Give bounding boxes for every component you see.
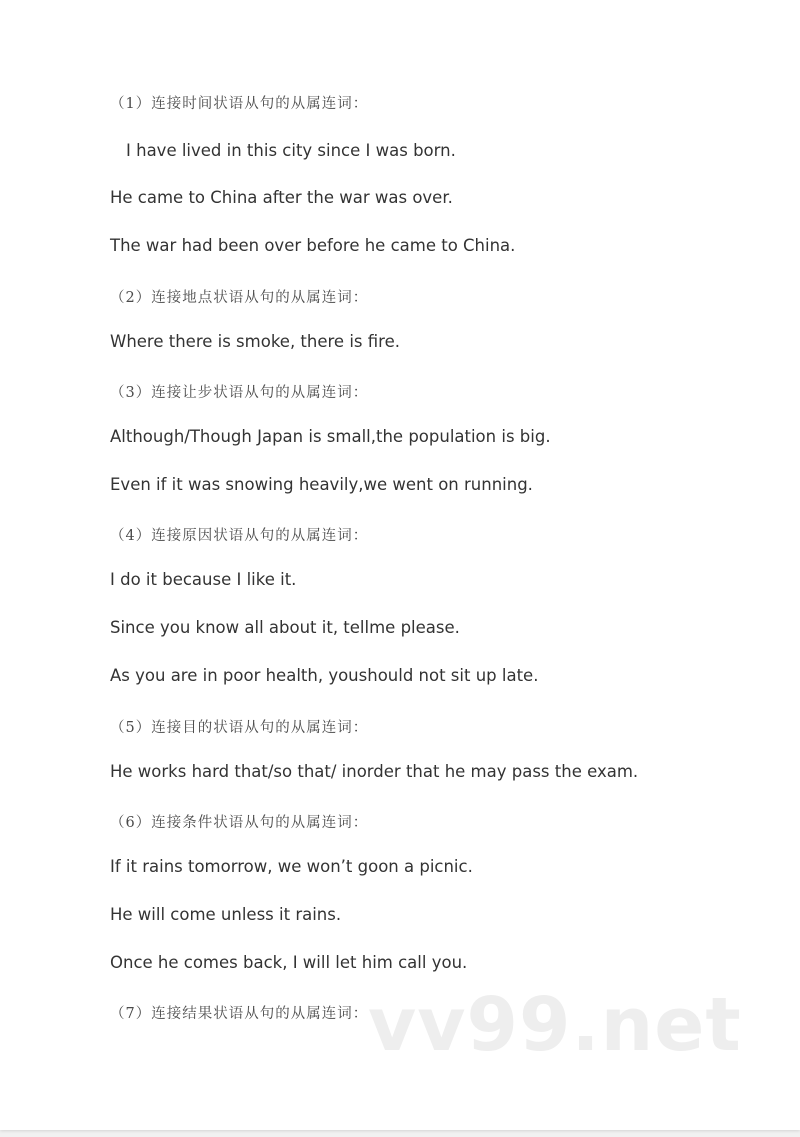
example-sentence: Where there is smoke, there is fire. [110,332,400,351]
section-heading-place: （2）连接地点状语从句的从属连词： [110,290,369,306]
section-heading-condition: （6）连接条件状语从句的从属连词： [110,815,369,831]
example-sentence: Although/Though Japan is small,the population is big. [110,427,551,446]
example-sentence: If it rains tomorrow, we won’t goon a picnic. [110,857,473,876]
example-sentence: He will come unless it rains. [110,905,342,924]
section-heading-result: （7）连接结果状语从句的从属连词： [110,1006,369,1022]
example-sentence: He came to China after the war was over. [110,188,453,207]
section-heading-purpose: （5）连接目的状语从句的从属连词： [110,720,369,736]
example-sentence: I have lived in this city since I was born. [126,141,456,160]
example-sentence: Once he comes back, I will let him call you. [110,953,468,972]
section-heading-reason: （4）连接原因状语从句的从属连词： [110,528,369,544]
example-sentence: Even if it was snowing heavily,we went on running. [110,475,533,494]
example-sentence: As you are in poor health, youshould not sit up late. [110,666,539,685]
section-heading-concession: （3）连接让步状语从句的从属连词： [110,385,369,401]
section-heading-time: （1）连接时间状语从句的从属连词： [110,96,369,112]
example-sentence: The war had been over before he came to China. [110,236,516,255]
example-sentence: Since you know all about it, tellme please. [110,618,460,637]
example-sentence: He works hard that/so that/ inorder that he may pass the exam. [110,762,639,781]
example-sentence: I do it because I like it. [110,570,297,589]
watermark: vv99.net [368,982,742,1068]
